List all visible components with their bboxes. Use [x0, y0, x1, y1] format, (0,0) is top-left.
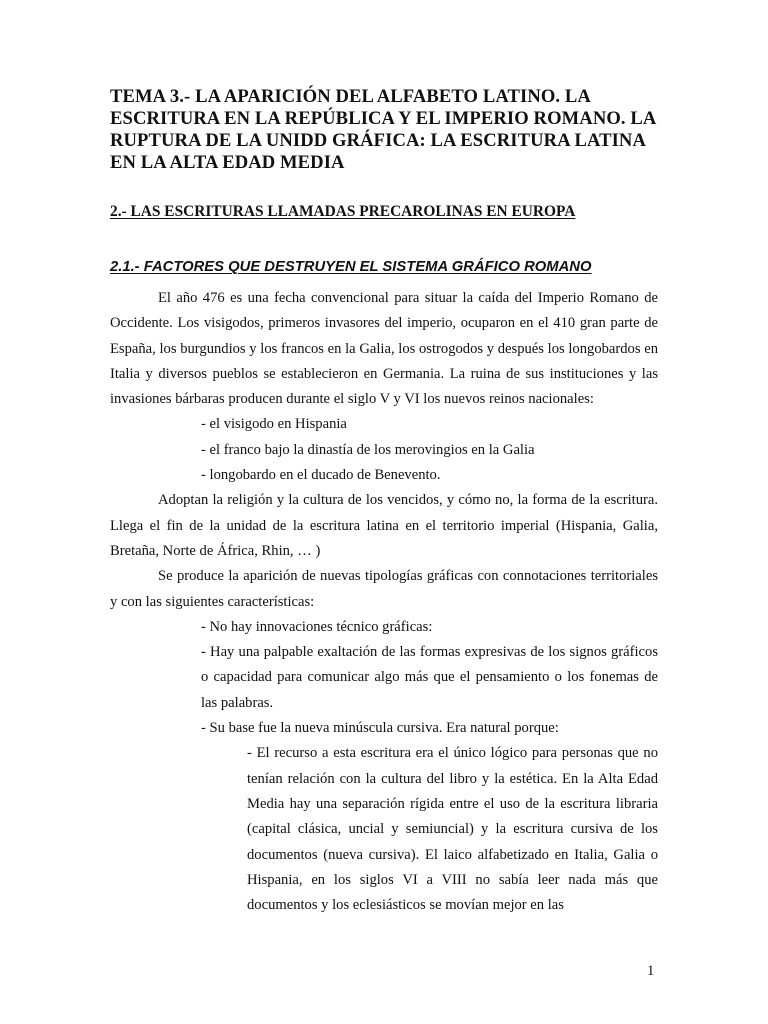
document-title: TEMA 3.- LA APARICIÓN DEL ALFABETO LATINO. LA ESCRITURA EN LA REPÚBLICA Y EL IMPERIO ROMANO. LA RUPTURA DE LA UNIDD GRÁFICA: LA ESCRITURA LATINA EN LA ALTA EDAD MEDIA: [110, 86, 656, 173]
list-item-kingdom: - el franco bajo la dinastía de los merovingios en la Galia: [201, 441, 535, 458]
section-heading: 2.- LAS ESCRITURAS LLAMADAS PRECAROLINAS EN EUROPA: [110, 203, 576, 220]
list-item-characteristic: - Su base fue la nueva minúscula cursiva. Era natural porque:: [201, 720, 559, 737]
list-item-characteristic: - Hay una palpable exaltación de las formas expresivas de los signos gráficos o capacidad para comunicar algo más que el pensamiento o los fonemas de las palabras.: [201, 644, 658, 711]
paragraph-new-typologies: Se produce la aparición de nuevas tipologías gráficas con connotaciones territoriales y con las siguientes características:: [110, 568, 658, 610]
list-item-characteristic: - No hay innovaciones técnico gráficas:: [201, 618, 433, 635]
list-item-kingdom: - el visigodo en Hispania: [201, 416, 347, 433]
paragraph-adoption: Adoptan la religión y la cultura de los vencidos, y cómo no, la forma de la escritura. Llega el fin de la unidad de la escritura latina en el territorio imperial (Hispania, Galia, Bretaña, Norte de África, Rhin, … ): [110, 492, 658, 559]
subsection-heading: 2.1.- FACTORES QUE DESTRUYEN EL SISTEMA GRÁFICO ROMANO: [110, 259, 592, 275]
list-item-reason: - El recurso a esta escritura era el único lógico para personas que no tenían relación con la cultura del libro y la estética. En la Alta Edad Media hay una separación rígida entre el uso de la escritura libraria (capital clásica, uncial y semiuncial) y la escritura cursiva de los documentos (nueva cursiva). El laico alfabetizado en Italia, Galia o Hispania, en los siglos VI a VIII no sabía leer nada más que documentos y los eclesiásticos se movían mejor en las: [247, 745, 658, 914]
page-number: 1: [647, 963, 655, 979]
list-item-kingdom: - longobardo en el ducado de Benevento.: [201, 467, 441, 484]
document-body: [110, 286, 658, 918]
paragraph-intro: El año 476 es una fecha convencional para situar la caída del Imperio Romano de Occidente. Los visigodos, primeros invasores del imperio, ocuparon en el 410 gran parte de España, los burgundios y los francos en la Galia, los ostrogodos y después los longobardos en Italia y diversos pueblos se establecieron en Germania. La ruina de sus instituciones y las invasiones bárbaras producen durante el siglo V y VI los nuevos reinos nacionales:: [110, 290, 658, 408]
